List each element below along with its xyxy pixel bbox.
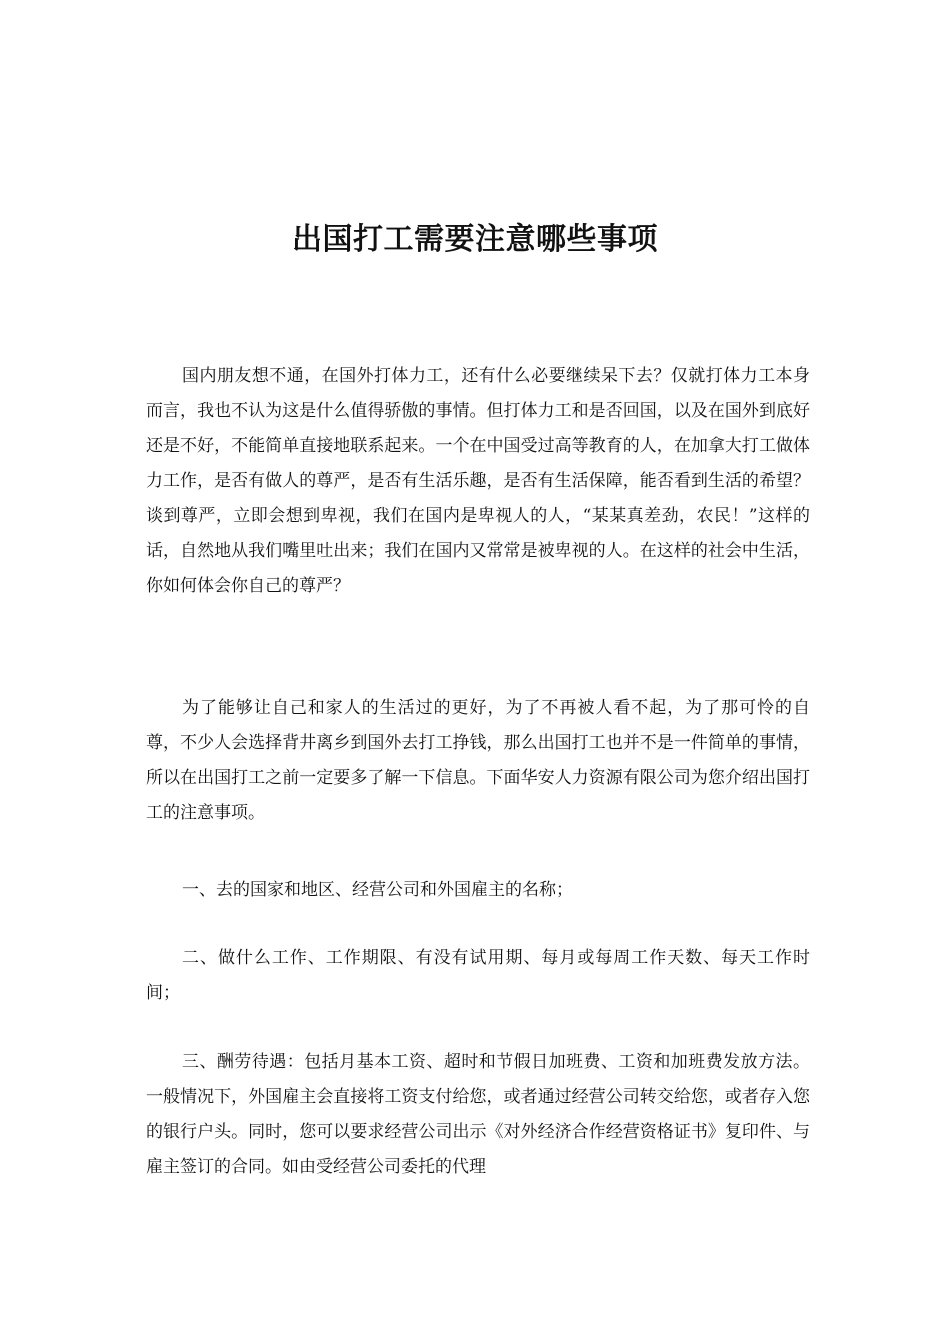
paragraph-2: 为了能够让自己和家人的生活过的更好，为了不再被人看不起，为了那可怜的自尊，不少人会选择背井离乡到国外去打工挣钱，那么出国打工也并不是一件简单的事情，所以在出国打工之前一定要多了解一下信息。下面华安人力资源有限公司为您介绍出国打工的注意事项。 bbox=[146, 698, 810, 823]
list-item-3: 三、酬劳待遇：包括月基本工资、超时和节假日加班费、工资和加班费发放方法。一般情况下，外国雇主会直接将工资支付给您，或者通过经营公司转交给您，或者存入您的银行户头。同时，您可以要求经营公司出示《对外经济合作经营资格证书》复印件、与雇主签订的合同。如由受经营公司委托的代理 bbox=[146, 1052, 810, 1177]
document-title: 出国打工需要注意哪些事项 bbox=[292, 222, 658, 257]
list-item-2: 二、做什么工作、工作期限、有没有试用期、每月或每周工作天数、每天工作时间； bbox=[146, 948, 810, 1003]
list-item-1: 一、去的国家和地区、经营公司和外国雇主的名称； bbox=[182, 880, 573, 900]
paragraph-1: 国内朋友想不通，在国外打体力工，还有什么必要继续呆下去？仅就打体力工本身而言，我也不认为这是什么值得骄傲的事情。但打体力工和是否回国，以及在国外到底好还是不好，不能简单直接地联系起来。一个在中国受过高等教育的人，在加拿大打工做体力工作，是否有做人的尊严，是否有生活乐趣，是否有生活保障，能否看到生活的希望？谈到尊严，立即会想到卑视，我们在国内是卑视人的人，“某某真差劲，农民！”这样的话，自然地从我们嘴里吐出来；我们在国内又常常是被卑视的人。在这样的社会中生活，你如何体会你自己的尊严？ bbox=[146, 366, 810, 596]
